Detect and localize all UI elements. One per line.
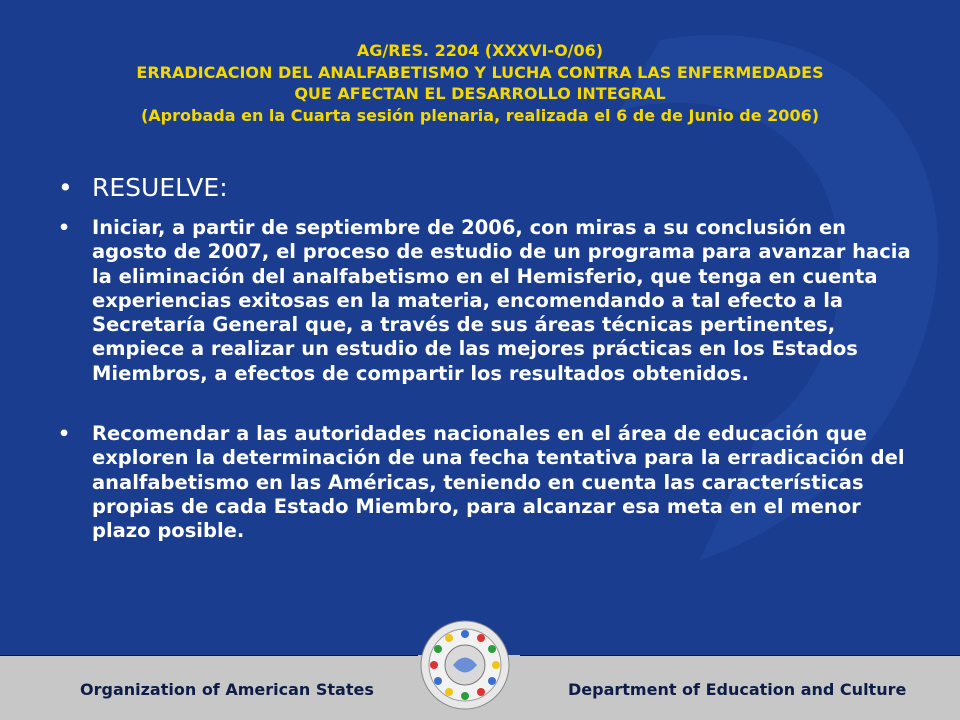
resolution-header	[20, 40, 940, 126]
resolution-title-line1: ERRADICACION DEL ANALFABETISMO Y LUCHA CONTRA LAS ENFERMEDADES	[136, 62, 824, 82]
footer-divider-right	[520, 655, 960, 656]
bullet-icon: •	[58, 173, 73, 202]
bullet-icon: •	[58, 423, 71, 446]
resolution-body	[58, 170, 918, 544]
bullet-icon: •	[58, 217, 71, 239]
footer-divider-left	[0, 655, 418, 656]
organization-name: Organization of American States	[80, 680, 374, 699]
resolution-item-1	[58, 216, 918, 386]
resuelve-heading: RESUELVE:	[92, 173, 228, 202]
approval-note: (Aprobada en la Cuarta sesión plenaria, realizada el 6 de de Junio de 2006)	[140, 105, 820, 125]
resuelve-item	[58, 170, 918, 206]
resolution-text-1: Iniciar, a partir de septiembre de 2006, con miras a su conclusión en agosto de 2007, el proceso de estudio de un programa para avanzar hacia la eliminación del analfabetismo en el Hemisferio, que tenga en cuenta experiencias exitosas en la materia, encomendando a tal efecto a la Secretaría General que, a través de sus áreas técnicas pertinentes, empiece a realizar un estudio de las mejores prácticas en los Estados Miembros, a efectos de compartir los resultados obtenidos.	[92, 216, 911, 385]
resolution-title-line2: QUE AFECTAN EL DESARROLLO INTEGRAL	[294, 84, 666, 103]
oas-seal-icon	[420, 620, 510, 710]
resolution-code: AG/RES. 2204 (XXXVI-O/06)	[356, 41, 604, 60]
resolution-text-2: Recomendar a las autoridades nacionales en el área de educación que exploren la determinación de una fecha tentativa para la erradicación del analfabetismo en las Américas, teniendo en cuenta las características propias de cada Estado Miembro, para alcanzar esa meta en el menor plazo posible.	[92, 422, 905, 543]
resolution-item-2	[58, 422, 918, 543]
department-name: Department of Education and Culture	[568, 680, 907, 699]
